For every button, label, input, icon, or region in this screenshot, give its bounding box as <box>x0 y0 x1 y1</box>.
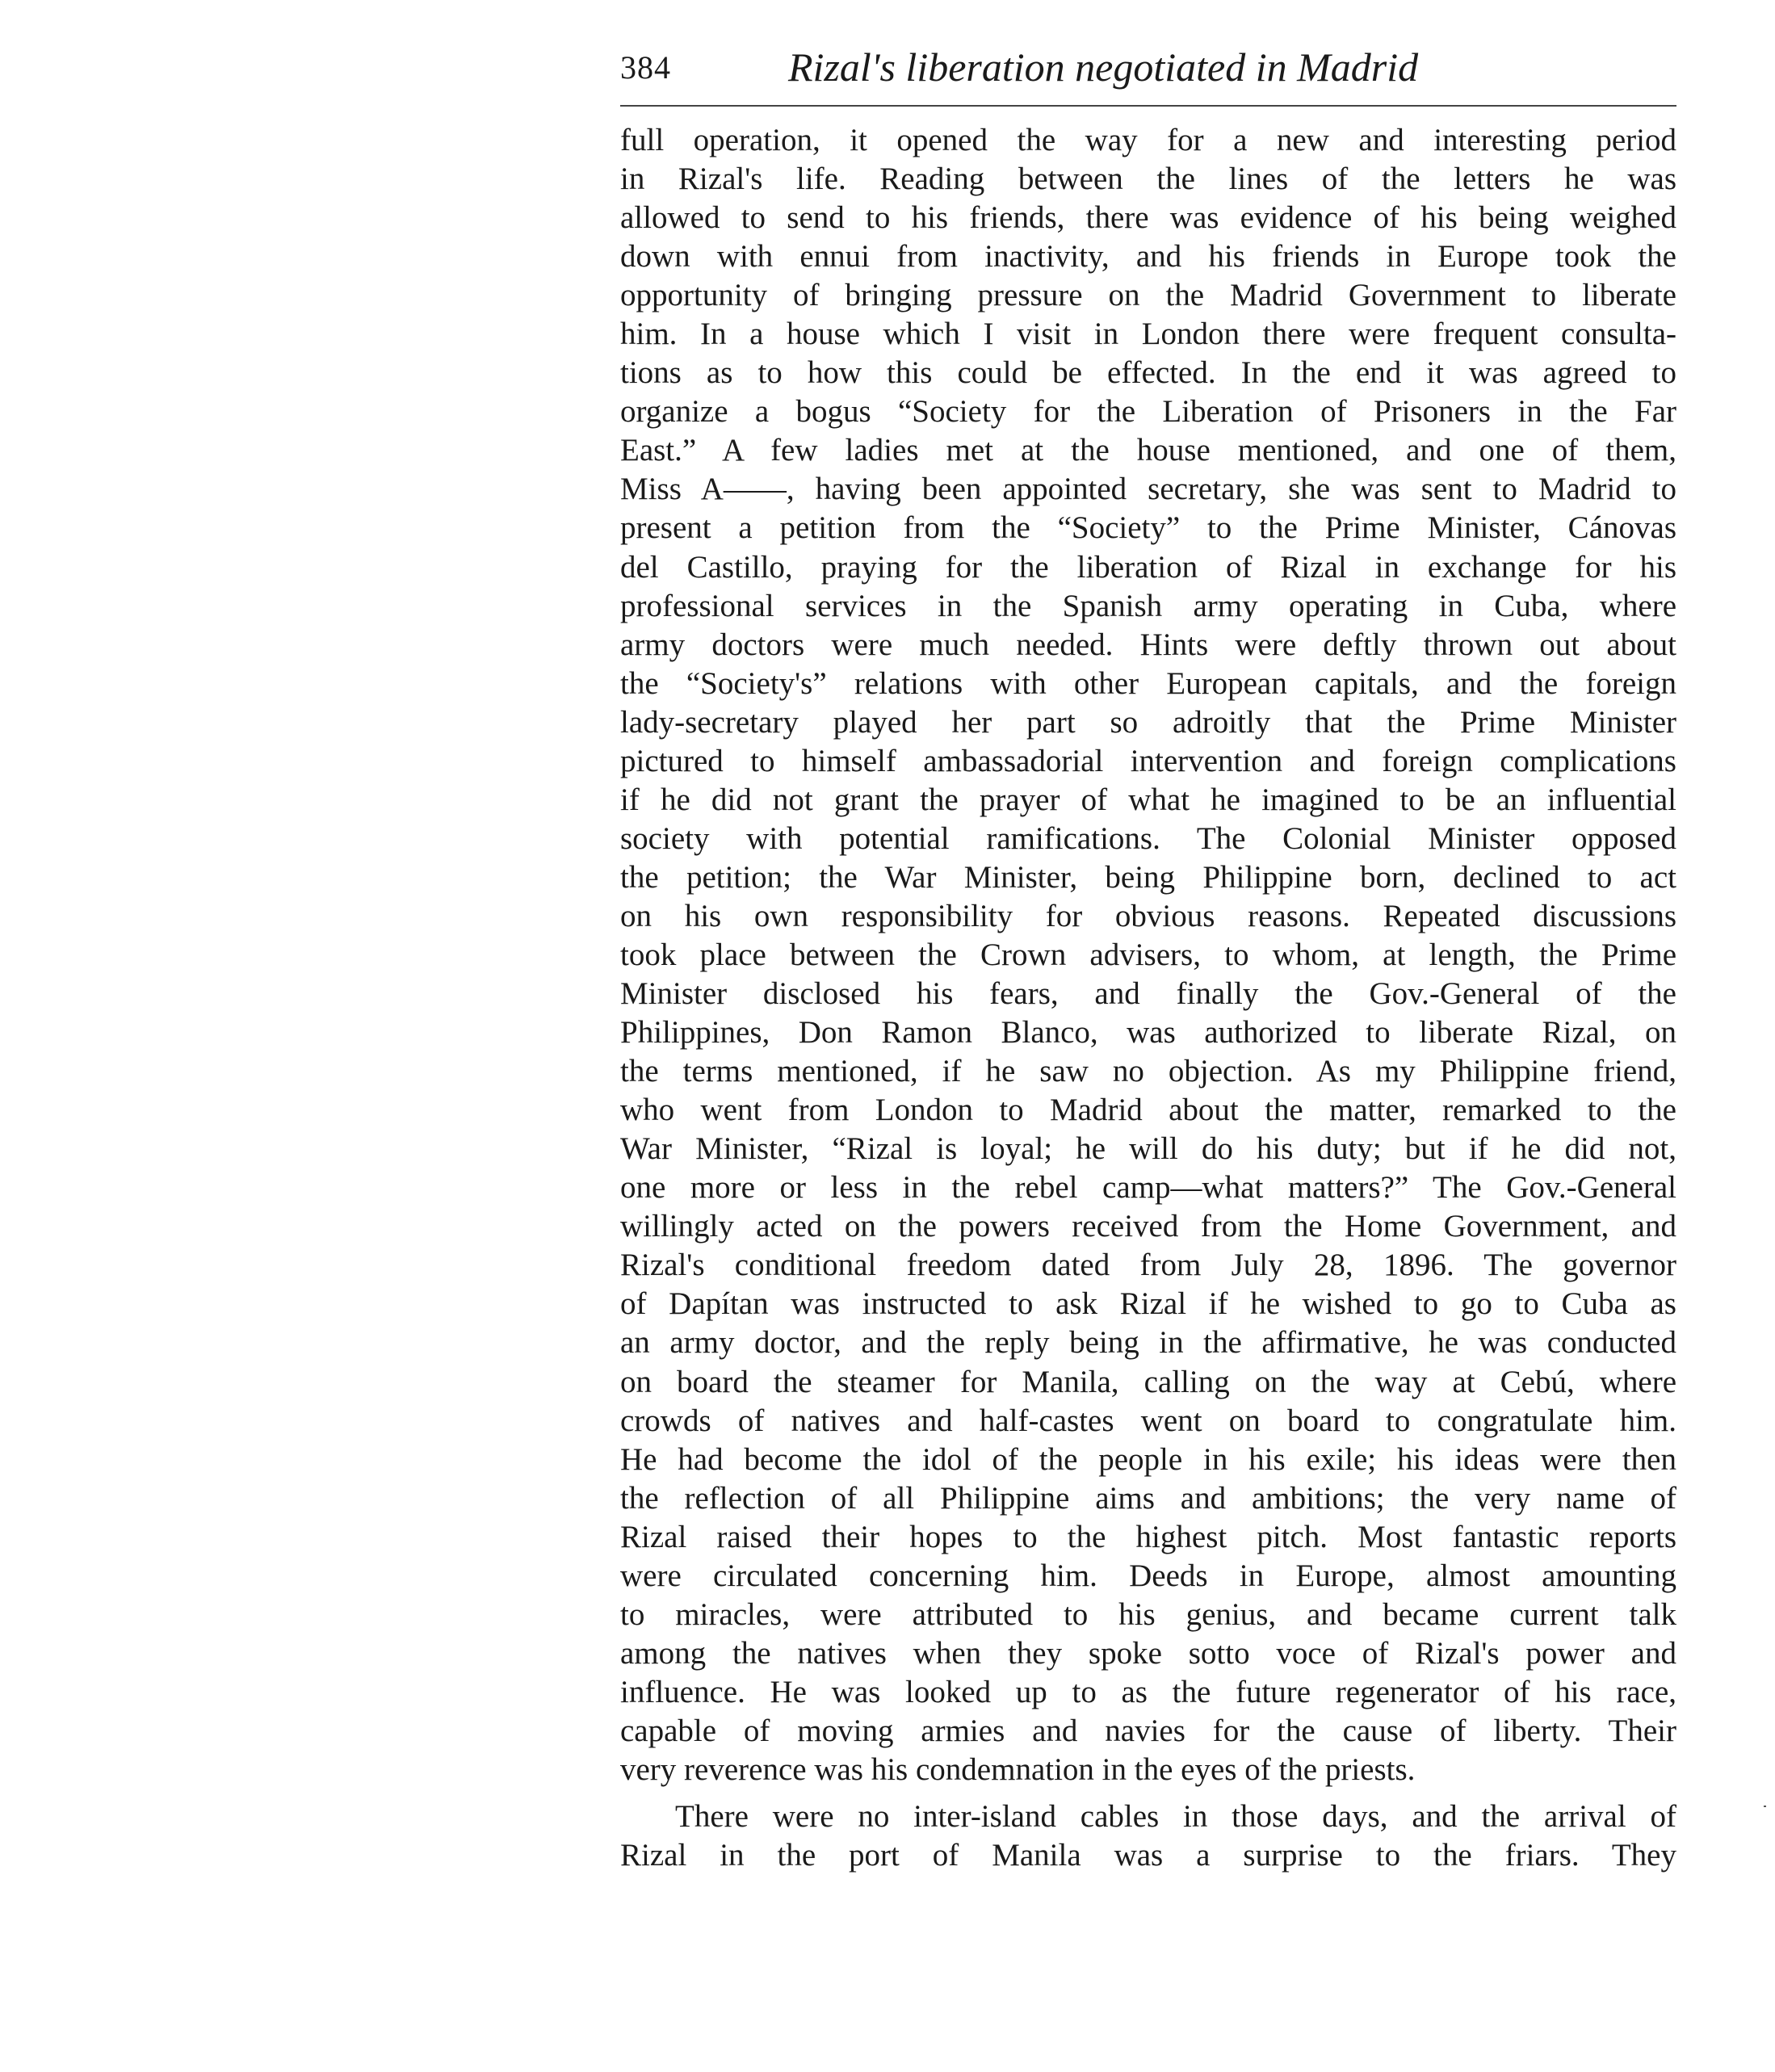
text-line: Rizal's conditional freedom dated from July 28, 1896. The governor <box>620 1248 1676 1283</box>
text-line: army doctors were much needed. Hints were deftly thrown out about <box>620 627 1676 662</box>
text-line: to miracles, were attributed to his genius, and became current talk <box>620 1596 1676 1632</box>
header-rule <box>620 105 1676 107</box>
text-line: one more or less in the rebel camp—what matters?” The Gov.-General <box>620 1170 1676 1206</box>
text-line: opportunity of bringing pressure on the Madrid Government to liberate <box>620 278 1676 313</box>
text-line: Philippines, Don Ramon Blanco, was authorized to liberate Rizal, on <box>620 1015 1676 1051</box>
text-line: the reflection of all Philippine aims and ambitions; the very name of <box>620 1480 1676 1516</box>
text-line: Rizal raised their hopes to the highest pitch. Most fantastic reports <box>620 1519 1676 1554</box>
text-line: War Minister, “Rizal is loyal; he will do his duty; but if he did not, <box>620 1131 1676 1167</box>
text-line: the “Society's” relations with other European capitals, and the foreign <box>620 665 1676 701</box>
running-head <box>620 39 1676 103</box>
text-line: organize a bogus “Society for the Liberation of Prisoners in the Far <box>620 394 1676 430</box>
text-line: who went from London to Madrid about the matter, remarked to the <box>620 1093 1676 1128</box>
text-line: the terms mentioned, if he saw no objection. As my Philippine friend, <box>620 1054 1676 1089</box>
text-line: professional services in the Spanish army operating in Cuba, where <box>620 588 1676 623</box>
text-line: among the natives when they spoke sotto voce of Rizal's power and <box>620 1635 1676 1671</box>
text-line: present a petition from the “Society” to the Prime Minister, Cánovas <box>620 510 1676 546</box>
text-line: him. In a house which I visit in London there were frequent consulta- <box>620 317 1676 352</box>
text-line: Miss A——, having been appointed secretary, she was sent to Madrid to <box>620 472 1676 507</box>
text-line: There were no inter-island cables in those days, and the arrival of <box>675 1799 1676 1835</box>
paragraph <box>620 121 1676 1789</box>
text-line: He had become the idol of the people in his exile; his ideas were then <box>620 1441 1676 1477</box>
text-line: if he did not grant the prayer of what he imagined to be an influential <box>620 782 1676 817</box>
text-line: society with potential ramifications. The Colonial Minister opposed <box>620 820 1676 856</box>
text-line: Minister disclosed his fears, and finally the Gov.-General of the <box>620 976 1676 1012</box>
text-line: on board the steamer for Manila, calling on the way at Cebú, where <box>620 1364 1676 1399</box>
text-line: pictured to himself ambassadorial intervention and foreign complications <box>620 743 1676 778</box>
running-title: Rizal's liberation negotiated in Madrid <box>788 44 1419 90</box>
body-text <box>620 121 1676 1875</box>
text-line: allowed to send to his friends, there was evidence of his being weighed <box>620 200 1676 236</box>
text-line: crowds of natives and half-castes went on board to congratulate him. <box>620 1403 1676 1438</box>
text-line: on his own responsibility for obvious reasons. Repeated discussions <box>620 898 1676 933</box>
scan-mark <box>1764 1806 1766 1807</box>
text-line: were circulated concerning him. Deeds in Europe, almost amounting <box>620 1558 1676 1593</box>
text-line: willingly acted on the powers received from the Home Government, and <box>620 1209 1676 1244</box>
text-line: an army doctor, and the reply being in the affirmative, he was conducted <box>620 1325 1676 1361</box>
text-line: took place between the Crown advisers, to whom, at length, the Prime <box>620 937 1676 972</box>
text-line: of Dapítan was instructed to ask Rizal if he wished to go to Cuba as <box>620 1286 1676 1322</box>
text-line: very reverence was his condemnation in the eyes of the priests. <box>620 1751 1416 1787</box>
text-line: del Castillo, praying for the liberation of Rizal in exchange for his <box>620 549 1676 585</box>
paragraph <box>620 1797 1676 1875</box>
text-line: influence. He was looked up to as the future regenerator of his race, <box>620 1674 1676 1709</box>
text-line: Rizal in the port of Manila was a surprise to the friars. They <box>620 1838 1676 1873</box>
text-line: lady-secretary played her part so adroitly that the Prime Minister <box>620 704 1676 740</box>
text-line: East.” A few ladies met at the house mentioned, and one of them, <box>620 433 1676 468</box>
text-line: in Rizal's life. Reading between the lines of the letters he was <box>620 161 1676 197</box>
text-line: down with ennui from inactivity, and his friends in Europe took the <box>620 239 1676 275</box>
text-line: full operation, it opened the way for a new and interesting period <box>620 123 1676 157</box>
text-line: the petition; the War Minister, being Philippine born, declined to act <box>620 859 1676 895</box>
text-line: tions as to how this could be effected. In the end it was agreed to <box>620 355 1676 391</box>
text-line: capable of moving armies and navies for the cause of liberty. Their <box>620 1713 1676 1748</box>
page-number: 384 <box>620 49 671 86</box>
